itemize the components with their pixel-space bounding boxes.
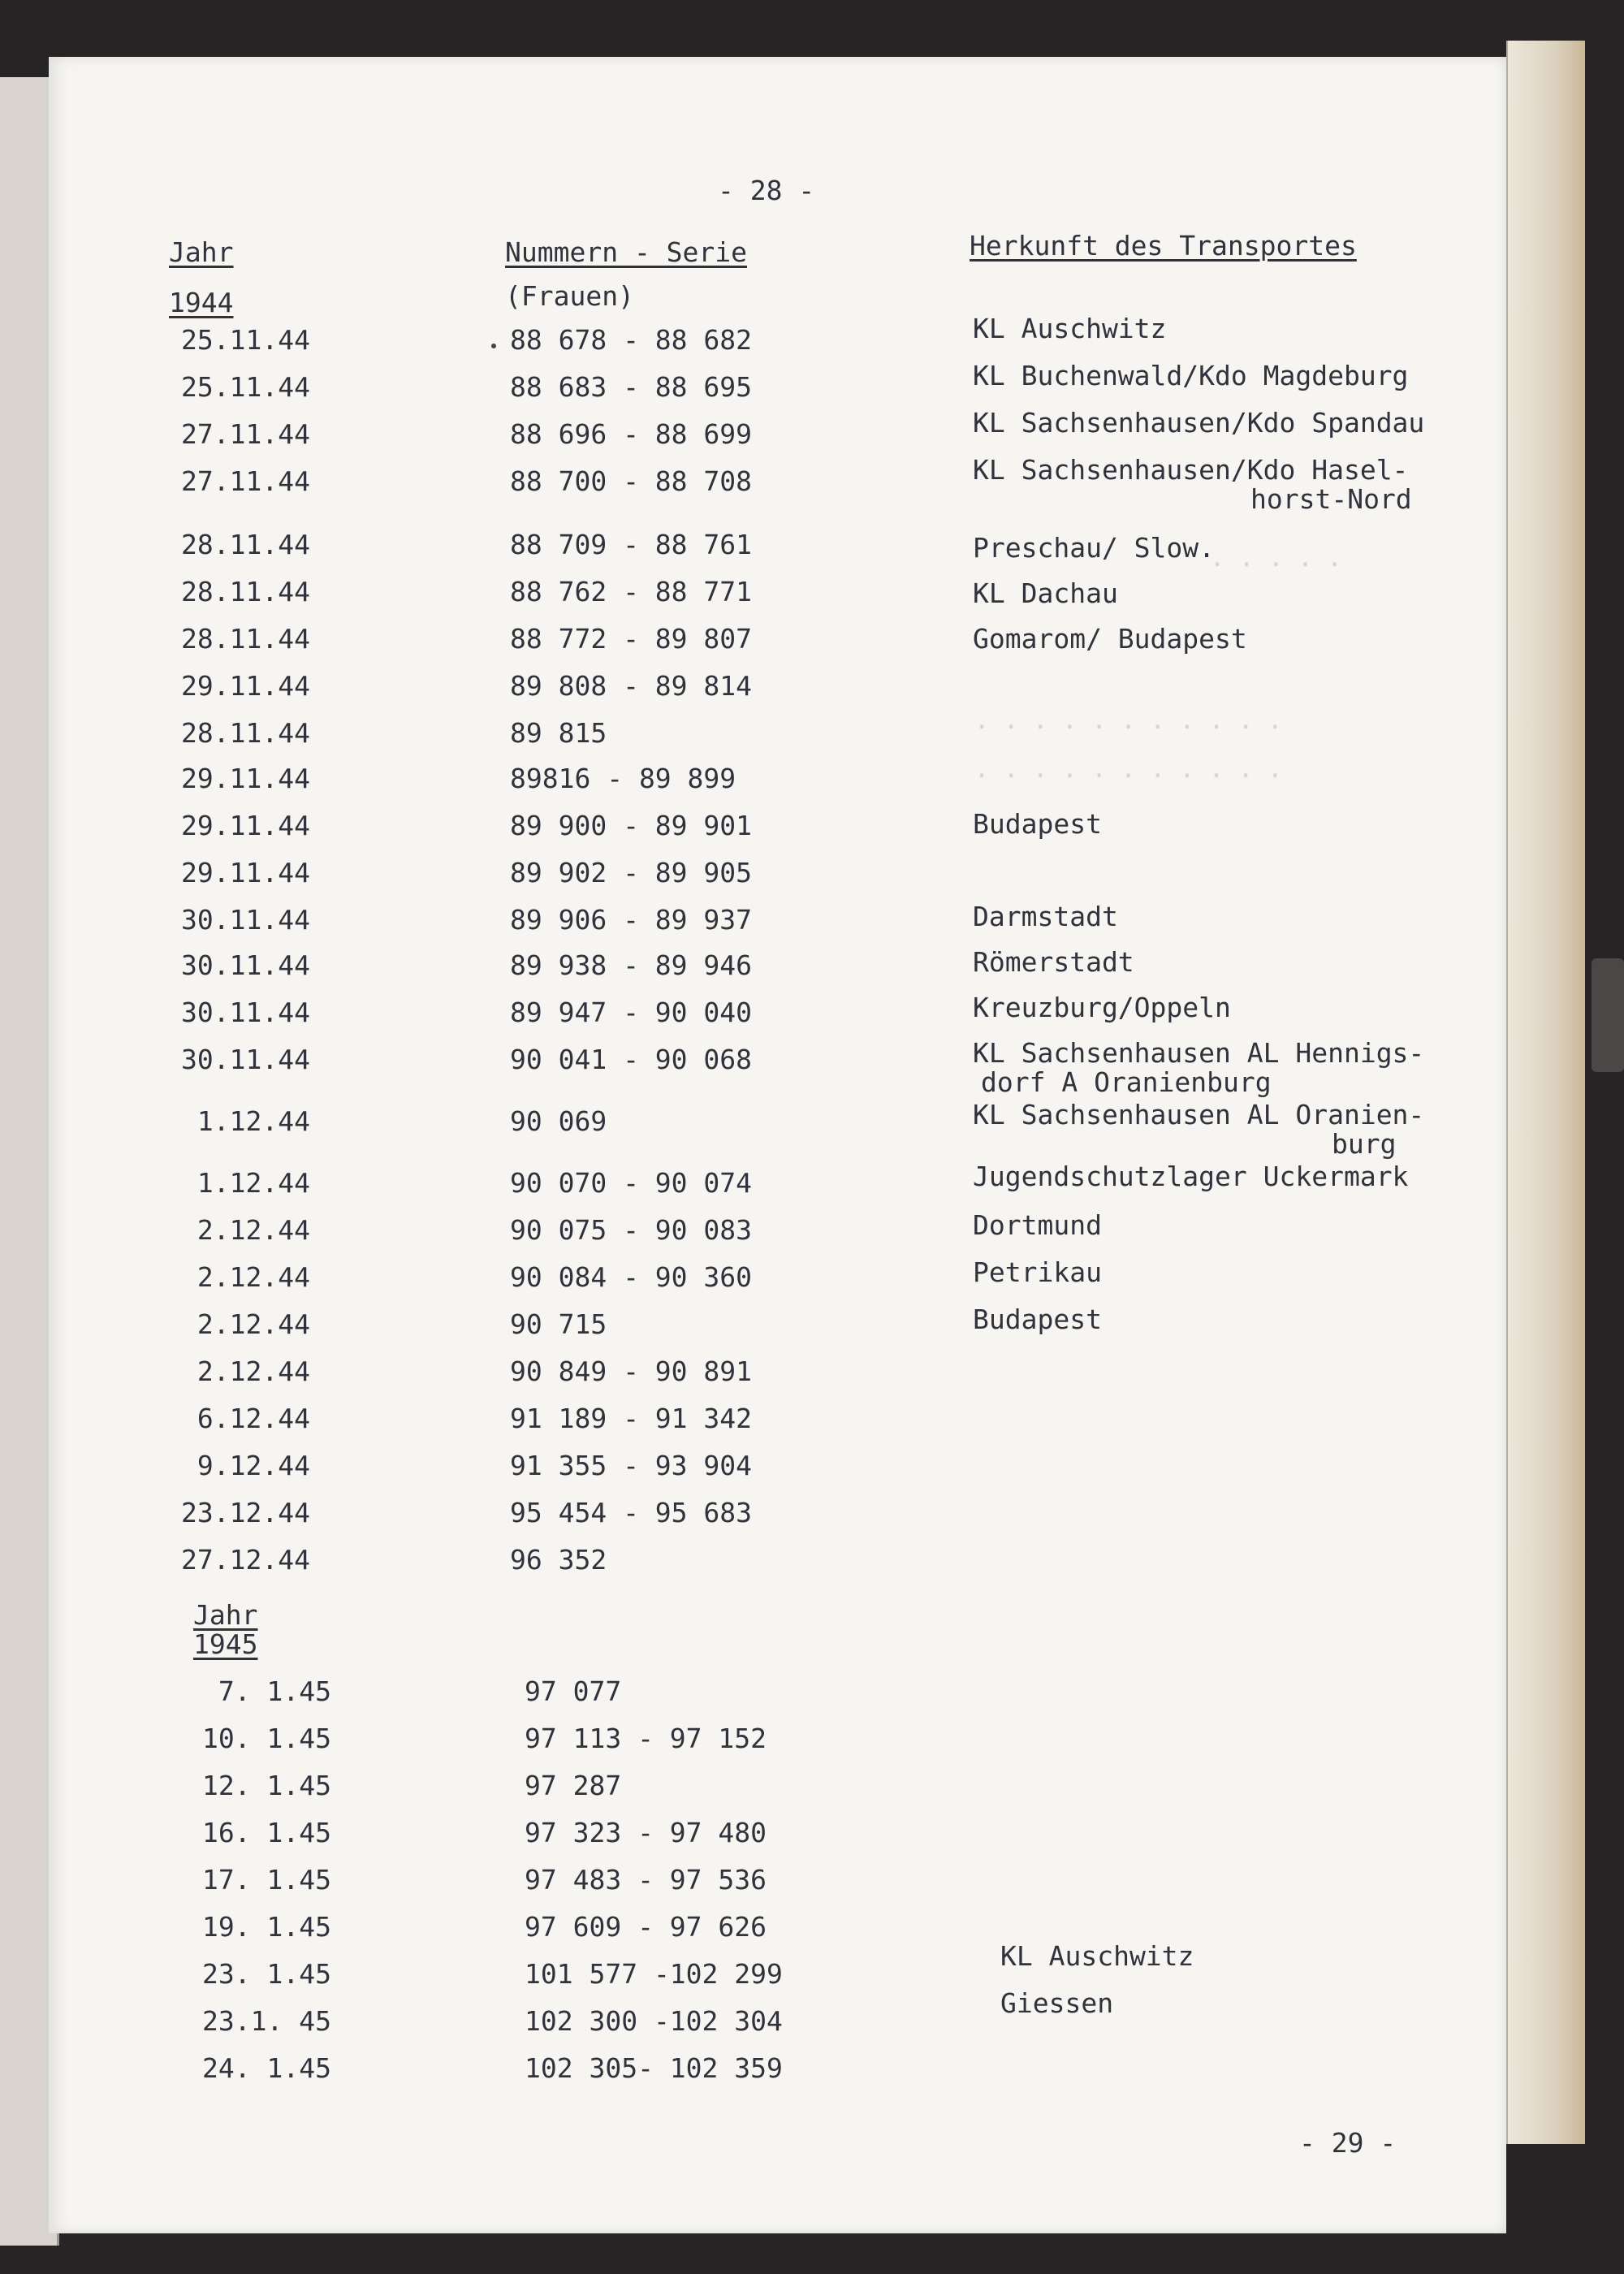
row-origin: KL Sachsenhausen/Kdo Hasel-: [973, 454, 1409, 486]
column-header-year: Jahr: [169, 236, 234, 268]
row-date: 16. 1.45: [202, 1817, 331, 1848]
row-number-series: 102 300 -102 304: [525, 2005, 783, 2037]
column-header-origin: Herkunft des Transportes: [970, 230, 1357, 262]
page-stack-edge: [1506, 41, 1585, 2144]
row-number-series: 90 069: [510, 1105, 607, 1137]
row-origin: KL Dachau: [973, 577, 1118, 609]
row-number-series: 89 947 - 90 040: [510, 996, 753, 1028]
row-date: 2.12.44: [197, 1308, 310, 1340]
row-origin: KL Buchenwald/Kdo Magdeburg: [973, 360, 1409, 391]
row-number-series: 101 577 -102 299: [525, 1958, 783, 1990]
binder-clip: [1592, 958, 1624, 1072]
row-origin: KL Auschwitz: [973, 313, 1167, 344]
row-origin: Budapest: [973, 1303, 1102, 1335]
row-number-series: 89 938 - 89 946: [510, 949, 753, 981]
row-origin: Darmstadt: [973, 901, 1118, 932]
row-origin: Römerstadt: [973, 946, 1134, 978]
row-number-series: 97 483 - 97 536: [525, 1864, 767, 1896]
year-heading-1945: 1945: [193, 1628, 258, 1660]
row-date: 6.12.44: [197, 1403, 310, 1434]
row-number-series: 89 815: [510, 717, 607, 749]
row-origin: Jugendschutzlager Uckermark: [973, 1161, 1409, 1192]
row-number-series: 90 041 - 90 068: [510, 1044, 753, 1075]
row-number-series: 88 700 - 88 708: [510, 465, 753, 497]
document-page: [49, 57, 1506, 2233]
row-origin: Kreuzburg/Oppeln: [973, 992, 1231, 1023]
row-date: 7. 1.45: [218, 1675, 331, 1707]
row-number-series: 88 762 - 88 771: [510, 576, 753, 607]
row-number-series: 91 355 - 93 904: [510, 1450, 753, 1481]
row-number-series: 89816 - 89 899: [510, 763, 736, 794]
row-number-series: 90 070 - 90 074: [510, 1167, 753, 1199]
row-date: 28.11.44: [181, 529, 310, 560]
row-date: 27.11.44: [181, 465, 310, 497]
row-origin-continuation: dorf A Oranienburg: [981, 1066, 1272, 1098]
row-date: 1.12.44: [197, 1167, 310, 1199]
row-date: 9.12.44: [197, 1450, 310, 1481]
row-date: 30.11.44: [181, 996, 310, 1028]
row-date: 29.11.44: [181, 670, 310, 702]
row-number-series: 88 678 - 88 682: [510, 324, 753, 356]
page-number-bottom: - 29 -: [1299, 2127, 1397, 2159]
row-number-series: 90 849 - 90 891: [510, 1355, 753, 1387]
row-date: 2.12.44: [197, 1214, 310, 1246]
row-number-series: 89 906 - 89 937: [510, 904, 753, 936]
row-date: 2.12.44: [197, 1261, 310, 1293]
row-date: 30.11.44: [181, 949, 310, 981]
row-date: 23. 1.45: [202, 1958, 331, 1990]
row-date: 30.11.44: [181, 1044, 310, 1075]
row-origin: KL Auschwitz: [1000, 1940, 1194, 1972]
row-number-series: 88 696 - 88 699: [510, 418, 753, 450]
margin-dot: [491, 344, 496, 348]
row-number-series: 88 683 - 88 695: [510, 371, 753, 403]
row-date: 28.11.44: [181, 576, 310, 607]
row-date: 10. 1.45: [202, 1723, 331, 1754]
row-number-series: 102 305- 102 359: [525, 2052, 783, 2084]
row-number-series: 91 189 - 91 342: [510, 1403, 753, 1434]
row-number-series: 88 772 - 89 807: [510, 623, 753, 655]
row-number-series: 89 902 - 89 905: [510, 857, 753, 888]
row-number-series: 90 084 - 90 360: [510, 1261, 753, 1293]
row-date: 27.12.44: [181, 1544, 310, 1576]
row-number-series: 97 287: [525, 1770, 622, 1801]
row-origin: Giessen: [1000, 1987, 1114, 2019]
row-number-series: 96 352: [510, 1544, 607, 1576]
row-origin: Gomarom/ Budapest: [973, 623, 1247, 655]
subheading-women: (Frauen): [505, 280, 634, 312]
row-origin: Petrikau: [973, 1256, 1102, 1288]
row-date: 2.12.44: [197, 1355, 310, 1387]
bleed-through-mark: . . . . . . . . . . .: [974, 755, 1283, 784]
row-date: 12. 1.45: [202, 1770, 331, 1801]
row-date: 17. 1.45: [202, 1864, 331, 1896]
row-date: 30.11.44: [181, 904, 310, 936]
year-heading-1944: 1944: [169, 287, 234, 318]
row-date: 29.11.44: [181, 763, 310, 794]
row-number-series: 89 900 - 89 901: [510, 810, 753, 841]
row-date: 19. 1.45: [202, 1911, 331, 1943]
row-origin: Budapest: [973, 808, 1102, 840]
row-date: 24. 1.45: [202, 2052, 331, 2084]
row-number-series: 90 075 - 90 083: [510, 1214, 753, 1246]
row-number-series: 97 323 - 97 480: [525, 1817, 767, 1848]
row-number-series: 90 715: [510, 1308, 607, 1340]
row-origin: Dortmund: [973, 1209, 1102, 1241]
row-date: 29.11.44: [181, 810, 310, 841]
row-origin: KL Sachsenhausen AL Hennigs-: [973, 1037, 1425, 1069]
row-date: 29.11.44: [181, 857, 310, 888]
row-date: 28.11.44: [181, 717, 310, 749]
row-date: 25.11.44: [181, 324, 310, 356]
row-origin: Preschau/ Slow.: [973, 532, 1216, 564]
row-origin-continuation: horst-Nord: [1250, 483, 1412, 515]
row-number-series: 88 709 - 88 761: [510, 529, 753, 560]
row-origin-continuation: burg: [1332, 1128, 1397, 1160]
row-number-series: 97 609 - 97 626: [525, 1911, 767, 1943]
row-date: 27.11.44: [181, 418, 310, 450]
row-date: 23.12.44: [181, 1497, 310, 1528]
year-label-1945: Jahr: [193, 1599, 258, 1631]
row-origin: KL Sachsenhausen/Kdo Spandau: [973, 407, 1425, 439]
row-number-series: 95 454 - 95 683: [510, 1497, 753, 1528]
row-origin: KL Sachsenhausen AL Oranien-: [973, 1099, 1425, 1131]
column-header-series: Nummern - Serie: [505, 236, 748, 268]
row-number-series: 97 113 - 97 152: [525, 1723, 767, 1754]
row-date: 25.11.44: [181, 371, 310, 403]
bleed-through-mark: . . . . . . . . . . .: [974, 707, 1283, 735]
row-date: 28.11.44: [181, 623, 310, 655]
page-number-top: - 28 -: [718, 175, 815, 206]
bleed-through-mark: . . . . .: [1210, 544, 1342, 573]
row-date: 23.1. 45: [202, 2005, 331, 2037]
row-number-series: 89 808 - 89 814: [510, 670, 753, 702]
row-number-series: 97 077: [525, 1675, 622, 1707]
row-date: 1.12.44: [197, 1105, 310, 1137]
